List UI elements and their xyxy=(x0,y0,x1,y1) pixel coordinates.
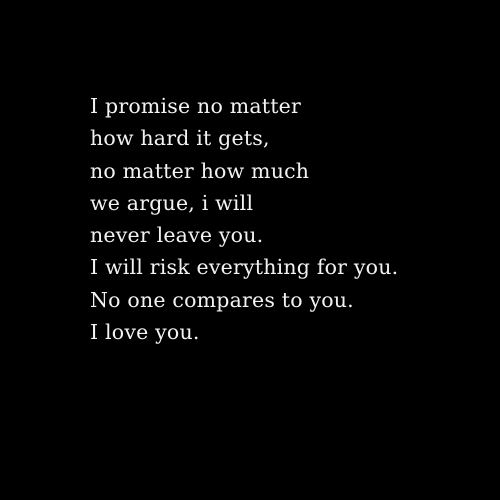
quote-line-2: how hard it gets, xyxy=(90,126,270,151)
quote-line-4: we argue, i will xyxy=(90,190,254,215)
quote-text xyxy=(90,90,398,348)
quote-line-8: I love you. xyxy=(90,320,200,345)
quote-line-7: No one compares to you. xyxy=(90,287,354,312)
quote-line-6: I will risk everything for you. xyxy=(90,255,399,280)
quote-line-5: never leave you. xyxy=(90,223,264,248)
quote-line-3: no matter how much xyxy=(90,158,310,183)
quote-line-1: I promise no matter xyxy=(90,94,301,118)
